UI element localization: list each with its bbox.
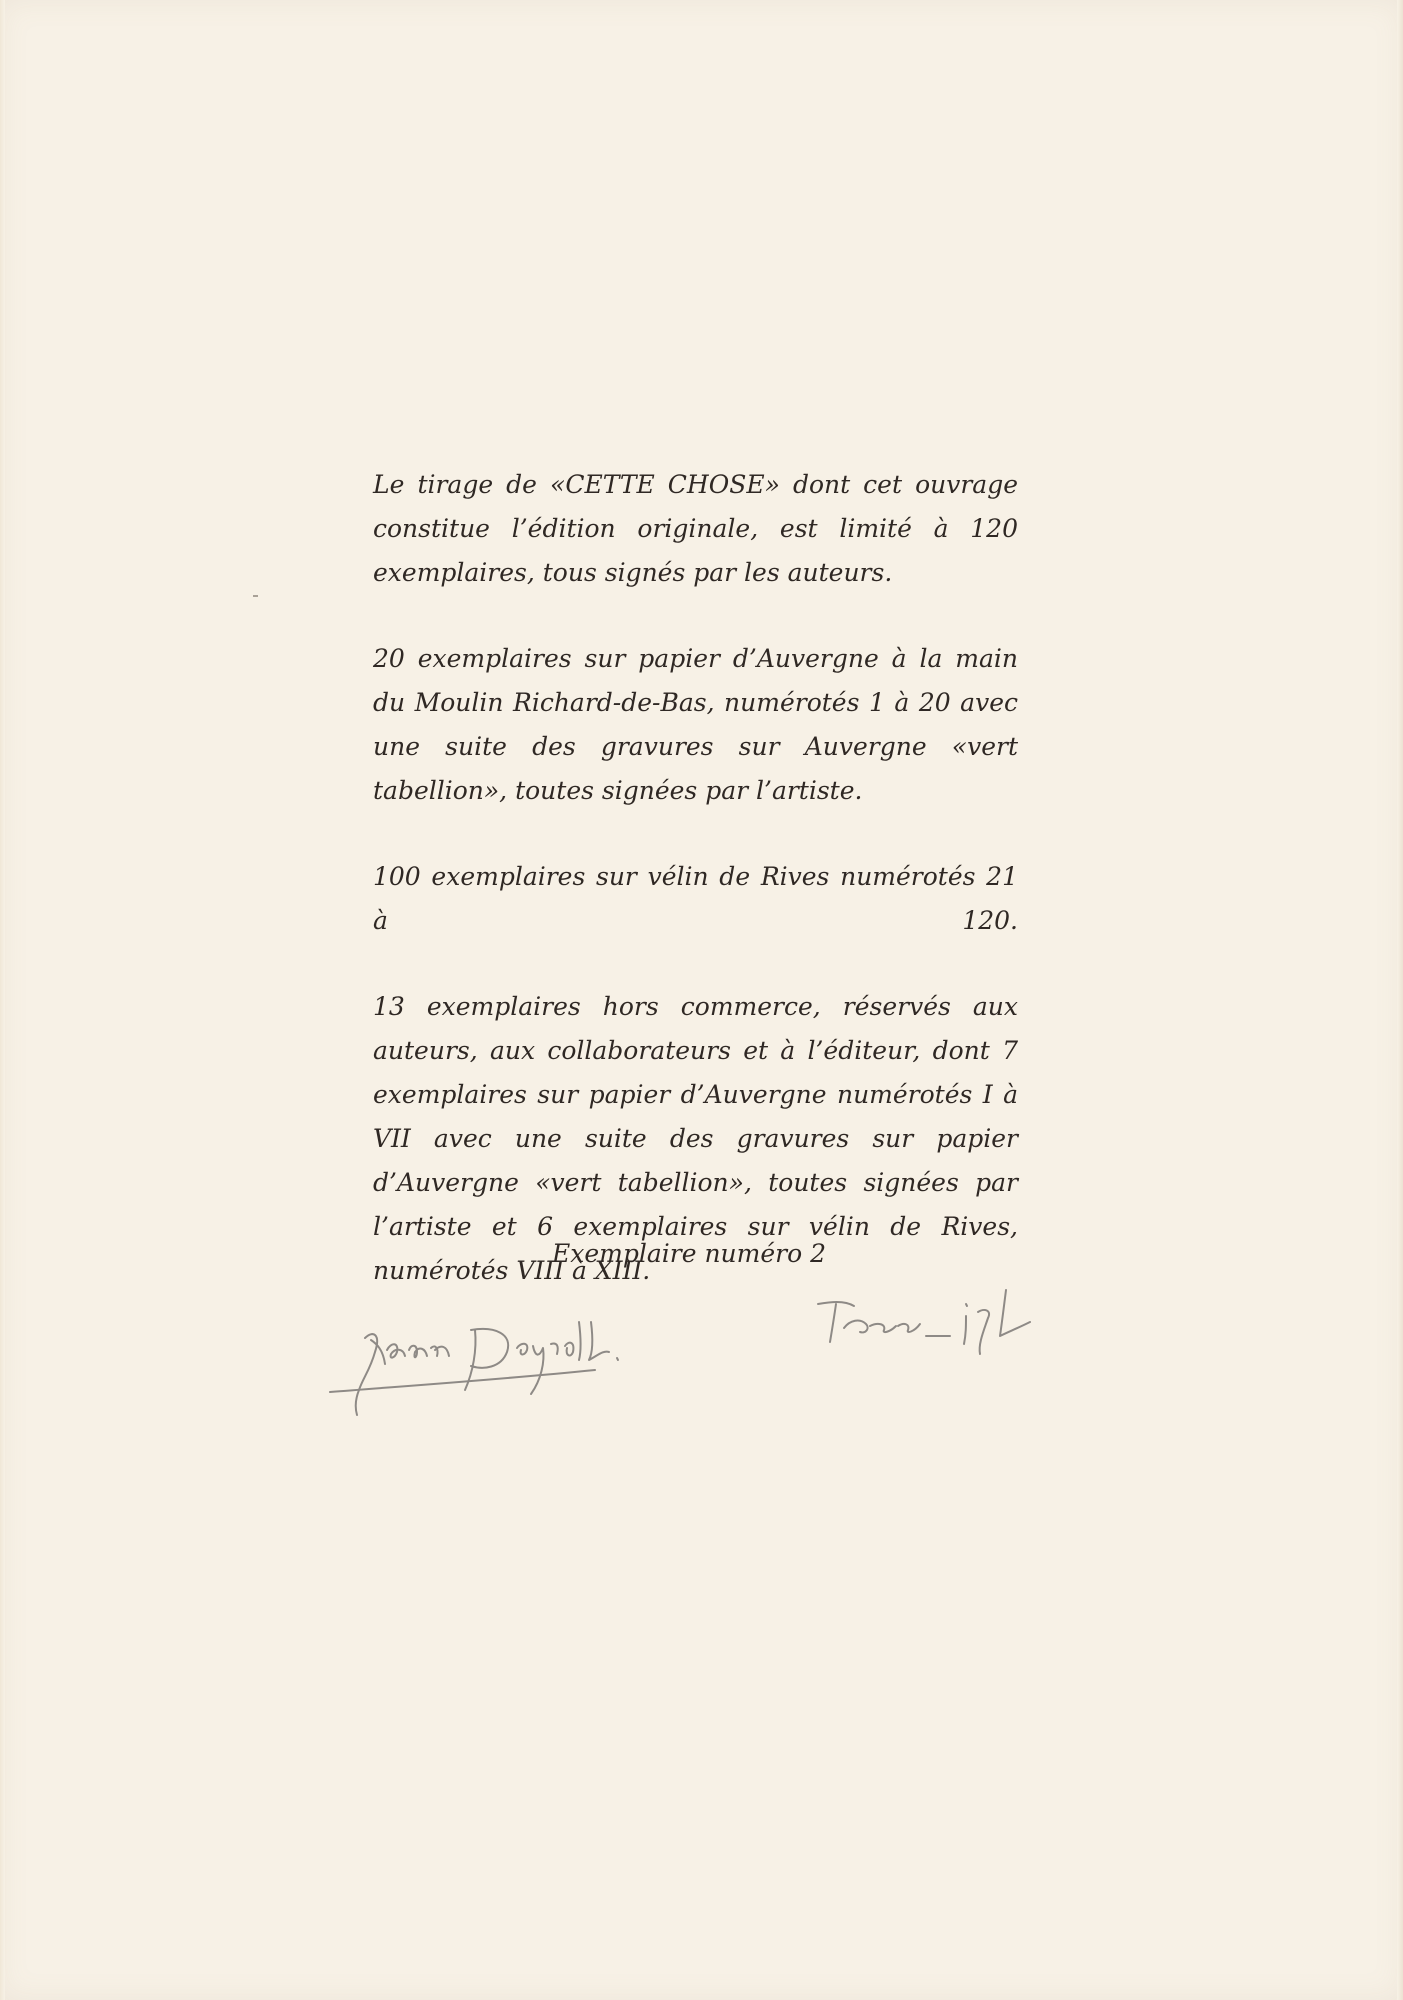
colophon-text bbox=[373, 463, 1018, 1335]
colophon-paragraph-edition: Le tirage de «CETTE CHOSE» dont cet ouvrage constitue l’édition originale, est limité à 120 exemplaires, tous signés par les auteurs. bbox=[373, 470, 1018, 587]
colophon-paragraph-rives: 100 exemplaires sur vélin de Rives numérotés 21 à 120. bbox=[373, 862, 1018, 935]
paper-edge-left bbox=[0, 0, 5, 2000]
paper-edge-right bbox=[1397, 0, 1403, 2000]
colophon-paragraph-hors-commerce: 13 exemplaires hors commerce, réservés aux auteurs, aux collaborateurs et à l’éditeur, dont 7 exemplaires sur papier d’Auvergne numérotés I à VII avec une suite des gravures sur papier d’Auvergne «vert tabellion», toutes signées par l’artiste et 6 exemplaires sur vélin de Rives, numérotés VIII à XIII. bbox=[373, 992, 1018, 1285]
signature-left bbox=[325, 1300, 670, 1420]
copy-number: Exemplaire numéro 2 bbox=[552, 1239, 826, 1268]
pencil-mark bbox=[253, 595, 258, 597]
colophon-paragraph-auvergne: 20 exemplaires sur papier d’Auvergne à la main du Moulin Richard-de-Bas, numérotés 1 à 20 avec une suite des gravures sur Auvergne «vert tabellion», toutes signées par l’artiste. bbox=[373, 644, 1018, 805]
signature-right bbox=[810, 1282, 1070, 1362]
